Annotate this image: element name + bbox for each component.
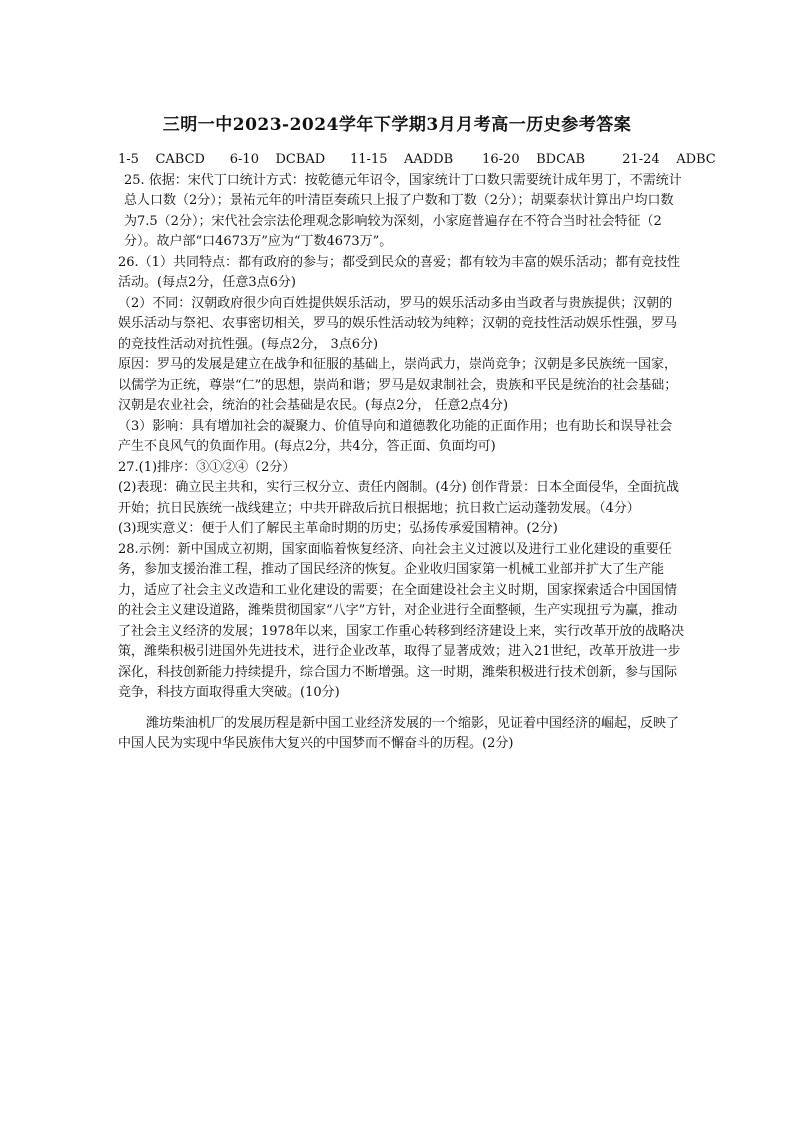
answer-q25: 25. 依据：宋代丁口统计方式：按乾德元年诏令，国家统计丁口数只需要统计成年男丁，不需统计总人口数（2分）；景祐元年的叶清臣奏疏只上报了户数和丁数（2分）；胡粟泰状计算出户均口数为7.5（2分）；宋代社会宗法伦理观念影响较为深刻，小家庭普遍存在不符合当时社会特征（2分）。故户部“口4673万”应为“丁数4673万”。: [124, 172, 682, 249]
multiple-choice-answers: 1-5 CABCD 6-10 DCBAD 11-15 AADDB 16-20 BDCAB 21-24 ADBC: [118, 152, 716, 167]
answer-q28-conclusion: 潍坊柴油机厂的发展历程是新中国工业经济发展的一个缩影，见证着中国经济的崛起，反映了中国人民为实现中华民族伟大复兴的中国梦而不懈奋斗的历程。(2分): [118, 715, 680, 751]
answer-q26-part2-reasons: 原因：罗马的发展是建立在战争和征服的基础上，崇尚武力，崇尚竞争；汉朝是多民族统一国家，以儒学为正统，尊崇“仁”的思想，崇尚和谐；罗马是奴隶制社会，贵族和平民是统治的社会基础；汉朝是农业社会，统治的社会基础是农民。(每点2分， 任意2点4分): [118, 357, 678, 413]
answer-q28-example: 28.示例：新中国成立初期，国家面临着恢复经济、向社会主义过渡以及进行工业化建设的重要任务，参加支援治淮工程，推动了国民经济的恢复。企业收归国家第一机械工业部并扩大了生产能力，适应了社会主义改造和工业化建设的需要；在全面建设社会主义时期，国家探索适合中国国情的社会主义建设道路，潍柴贯彻国家“八字”方针，对企业进行全面整顿，生产实现扭亏为赢，推动了社会主义经济的发展；1978年以来，国家工作重心转移到经济建设上来，实行改革开放的战略决策，潍柴积极引进国外先进技术，进行企业改革，取得了显著成效；进入21世纪，改革开放进一步深化，科技创新能力持续提升，综合国力不断增强。这一时期，潍柴积极进行技术创新，参与国际竞争，科技方面取得重大突破。(10分): [118, 541, 685, 700]
answer-q27-part3: (3)现实意义：便于人们了解民主革命时期的历史；弘扬传承爱国精神。(2分): [118, 521, 558, 536]
answer-q26-part3: （3）影响：具有增加社会的凝聚力、价值导向和道德教化功能的正面作用；也有助长和误导社会产生不良风气的负面作用。(每点2分，共4分，答正面、负面均可): [118, 418, 673, 454]
answer-q26-part2-differences: （2）不同：汉朝政府很少向百姓提供娱乐活动，罗马的娱乐活动多由当政者与贵族提供；汉朝的娱乐活动与祭祀、农事密切相关，罗马的娱乐性活动较为纯粹；汉朝的竞技性活动娱乐性强，罗马的竞技性活动对抗性强。(每点2分， 3点6分): [118, 295, 678, 352]
answer-q27-part2: (2)表现：确立民主共和，实行三权分立、责任内阁制。(4分) 创作背景：日本全面侵华，全面抗战开始；抗日民族统一战线建立；中共开辟敌后抗日根据地；抗日救亡运动蓬勃发展。（4分）: [118, 480, 679, 516]
answer-q26-part1: 26.（1）共同特点：都有政府的参与；都受到民众的喜爱；都有较为丰富的娱乐活动；都有竞技性活动。(每点2分，任意3点6分): [118, 254, 680, 290]
answer-body: [118, 150, 716, 755]
answer-q27-part1: 27.(1)排序：③①②④（2分）: [118, 459, 296, 475]
page-title: 三明一中2023-2024学年下学期3月月考高一历史参考答案: [162, 115, 632, 135]
